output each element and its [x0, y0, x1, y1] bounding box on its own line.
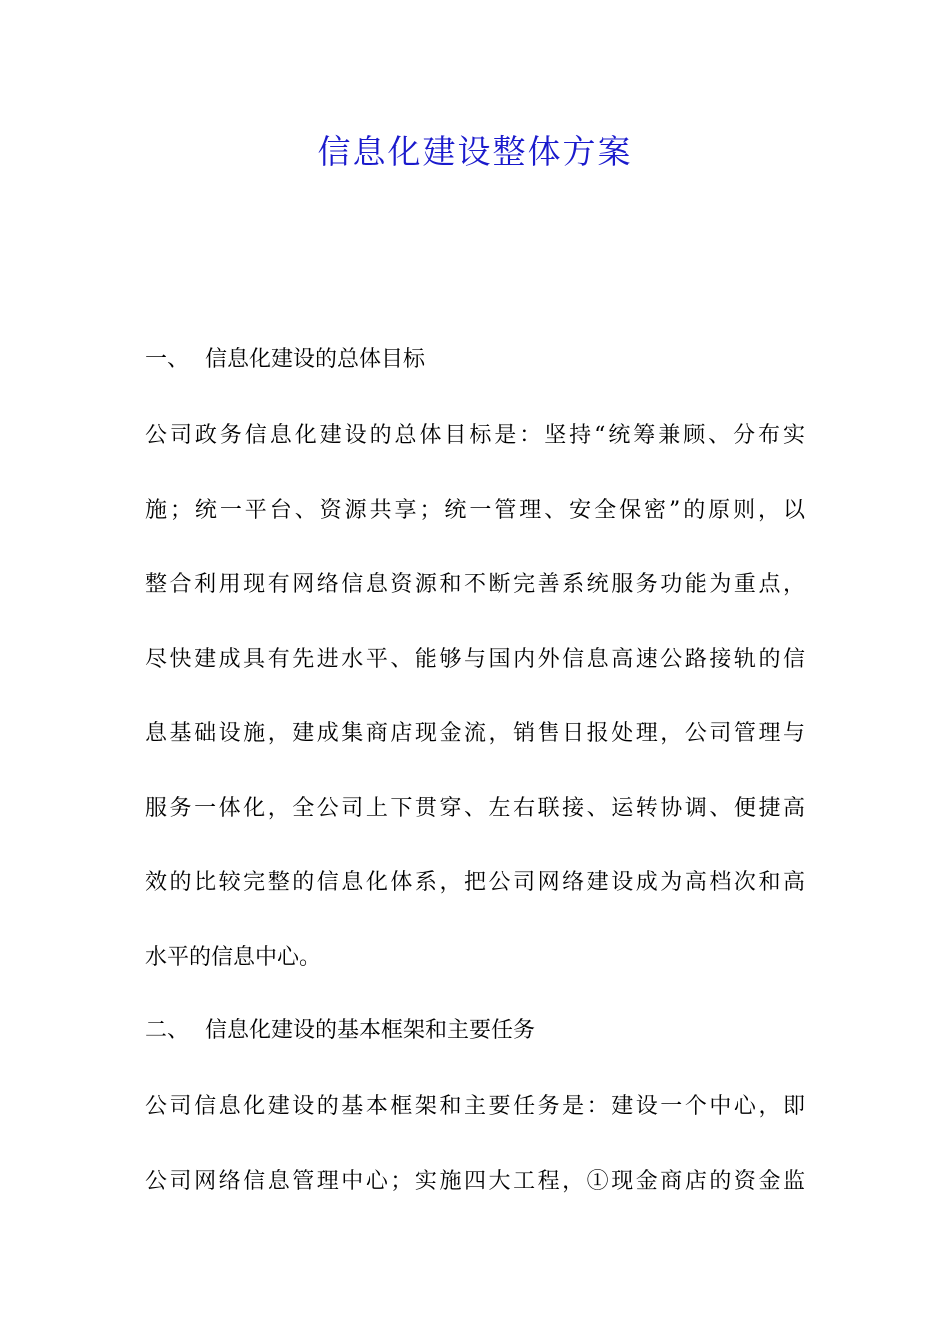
paragraph-line: 整合利用现有网络信息资源和不断完善系统服务功能为重点， [145, 572, 805, 597]
section-heading-2 [145, 1016, 815, 1046]
document-title: 信息化建设整体方案 [317, 132, 633, 171]
paragraph-line: 尽快建成具有先进水平、能够与国内外信息高速公路接轨的信 [145, 646, 805, 672]
section-paragraph-1 [145, 421, 805, 1017]
section-number: 二、 [145, 1018, 190, 1043]
paragraph-line: 公司政务信息化建设的总体目标是：坚持“统筹兼顾、分布实 [145, 423, 805, 448]
section-heading-1 [145, 345, 815, 375]
paragraph-line: 公司网络信息管理中心；实施四大工程，①现金商店的资金监 [145, 1168, 805, 1194]
paragraph-line: 施；统一平台、资源共享；统一管理、安全保密”的原则，以 [145, 497, 805, 523]
paragraph-line: 水平的信息中心。 [145, 944, 322, 970]
section-heading-text: 信息化建设的基本框架和主要任务 [205, 1018, 536, 1043]
paragraph-line: 效的比较完整的信息化体系，把公司网络建设成为高档次和高 [145, 870, 805, 895]
paragraph-line: 服务一体化，全公司上下贯穿、左右联接、运转协调、便捷高 [145, 795, 805, 821]
section-heading-text: 信息化建设的总体目标 [205, 347, 426, 372]
paragraph-line: 公司信息化建设的基本框架和主要任务是：建设一个中心，即 [145, 1094, 805, 1119]
paragraph-line: 息基础设施，建成集商店现金流，销售日报处理，公司管理与 [145, 721, 805, 746]
section-number: 一、 [145, 347, 190, 372]
section-paragraph-2 [145, 1092, 805, 1241]
